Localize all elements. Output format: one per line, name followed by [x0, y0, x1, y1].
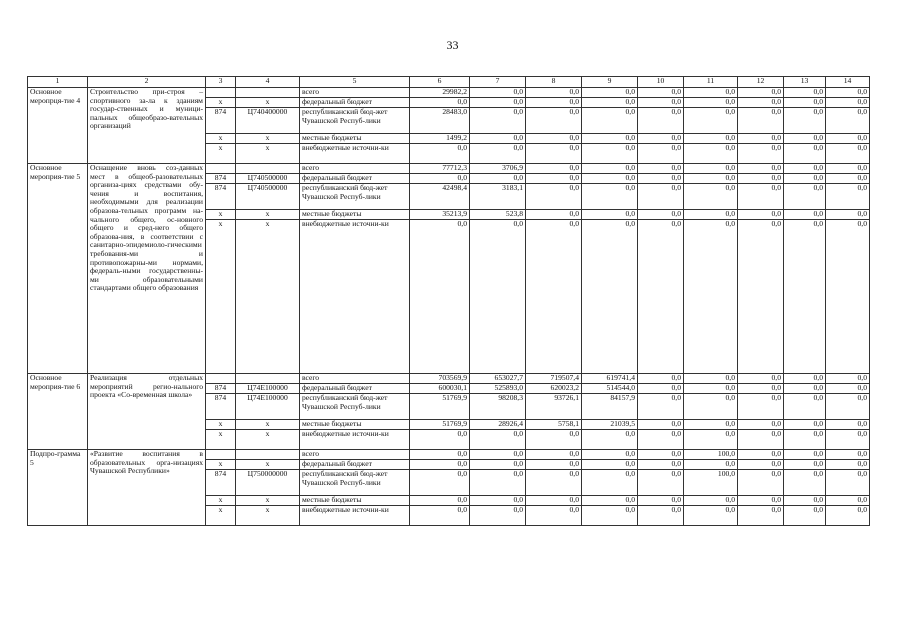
amount-cell: 0,0: [638, 394, 684, 420]
amount-cell: 0,0: [410, 144, 470, 164]
amount-cell: 0,0: [784, 164, 826, 174]
amount-cell: 0,0: [784, 450, 826, 460]
amount-cell: 0,0: [826, 184, 870, 210]
amount-cell: 93726,1: [526, 394, 582, 420]
amount-cell: 600030,1: [410, 384, 470, 394]
grbs-code: x: [206, 506, 236, 526]
funding-source: всего: [300, 374, 410, 384]
budget-table: [27, 76, 870, 526]
amount-cell: 0,0: [470, 460, 526, 470]
amount-cell: 0,0: [638, 470, 684, 496]
budget-classification-code: x: [236, 430, 300, 450]
amount-cell: 0,0: [582, 98, 638, 108]
amount-cell: 0,0: [784, 420, 826, 430]
amount-cell: 0,0: [410, 460, 470, 470]
amount-cell: 0,0: [410, 506, 470, 526]
amount-cell: 0,0: [826, 144, 870, 164]
amount-cell: 0,0: [826, 220, 870, 374]
budget-classification-code: Ц740500000: [236, 184, 300, 210]
amount-cell: 0,0: [526, 210, 582, 220]
amount-cell: 0,0: [470, 450, 526, 460]
amount-cell: 0,0: [784, 496, 826, 506]
amount-cell: 3183,1: [470, 184, 526, 210]
grbs-code: 874: [206, 108, 236, 134]
funding-source: всего: [300, 450, 410, 460]
funding-source: всего: [300, 164, 410, 174]
grbs-code: x: [206, 430, 236, 450]
amount-cell: 0,0: [684, 174, 738, 184]
amount-cell: 0,0: [784, 460, 826, 470]
amount-cell: 28483,0: [410, 108, 470, 134]
amount-cell: 0,0: [470, 496, 526, 506]
amount-cell: 0,0: [738, 184, 784, 210]
budget-classification-code: x: [236, 144, 300, 164]
table-row: [28, 374, 870, 384]
amount-cell: 0,0: [526, 460, 582, 470]
amount-cell: 719507,4: [526, 374, 582, 384]
amount-cell: 0,0: [582, 164, 638, 174]
budget-classification-code: Ц74Е100000: [236, 384, 300, 394]
budget-classification-code: x: [236, 220, 300, 374]
col-header: 6: [410, 77, 470, 88]
amount-cell: 0,0: [738, 220, 784, 374]
amount-cell: 84157,9: [582, 394, 638, 420]
amount-cell: 0,0: [684, 88, 738, 98]
amount-cell: 0,0: [638, 134, 684, 144]
amount-cell: 0,0: [638, 88, 684, 98]
budget-classification-code: [236, 164, 300, 174]
grbs-code: x: [206, 420, 236, 430]
col-header: 11: [684, 77, 738, 88]
funding-source: федеральный бюджет: [300, 460, 410, 470]
amount-cell: 0,0: [638, 184, 684, 210]
budget-classification-code: Ц750000000: [236, 470, 300, 496]
amount-cell: 620023,2: [526, 384, 582, 394]
amount-cell: 0,0: [738, 164, 784, 174]
grbs-code: x: [206, 144, 236, 164]
amount-cell: 0,0: [826, 98, 870, 108]
amount-cell: 0,0: [526, 108, 582, 134]
amount-cell: 0,0: [684, 184, 738, 210]
amount-cell: 0,0: [582, 496, 638, 506]
amount-cell: 0,0: [410, 98, 470, 108]
amount-cell: 0,0: [526, 506, 582, 526]
funding-source: местные бюджеты: [300, 210, 410, 220]
amount-cell: 0,0: [470, 98, 526, 108]
amount-cell: 0,0: [582, 220, 638, 374]
amount-cell: 0,0: [684, 98, 738, 108]
amount-cell: 0,0: [738, 134, 784, 144]
page-number: 33: [446, 38, 459, 52]
amount-cell: 0,0: [826, 210, 870, 220]
amount-cell: 0,0: [738, 108, 784, 134]
amount-cell: 0,0: [684, 384, 738, 394]
amount-cell: 0,0: [526, 98, 582, 108]
funding-source: республиканский бюд-жет Чувашской Респуб-лики: [300, 184, 410, 210]
amount-cell: 0,0: [738, 496, 784, 506]
funding-source: внебюджетные источни-ки: [300, 220, 410, 374]
amount-cell: 0,0: [826, 430, 870, 450]
amount-cell: 0,0: [526, 174, 582, 184]
amount-cell: 0,0: [526, 88, 582, 98]
budget-classification-code: x: [236, 506, 300, 526]
table-row: [28, 88, 870, 98]
amount-cell: 0,0: [784, 394, 826, 420]
col-header: 9: [582, 77, 638, 88]
budget-classification-code: x: [236, 496, 300, 506]
amount-cell: 0,0: [738, 506, 784, 526]
amount-cell: 100,0: [684, 450, 738, 460]
amount-cell: 0,0: [684, 506, 738, 526]
grbs-code: 874: [206, 394, 236, 420]
amount-cell: 0,0: [526, 184, 582, 210]
amount-cell: 98208,3: [470, 394, 526, 420]
amount-cell: 0,0: [582, 430, 638, 450]
amount-cell: 35213,9: [410, 210, 470, 220]
amount-cell: 0,0: [638, 450, 684, 460]
amount-cell: 523,8: [470, 210, 526, 220]
col-header: 8: [526, 77, 582, 88]
amount-cell: 0,0: [784, 374, 826, 384]
table-row: [28, 164, 870, 174]
amount-cell: 28926,4: [470, 420, 526, 430]
funding-source: всего: [300, 88, 410, 98]
amount-cell: 0,0: [784, 98, 826, 108]
amount-cell: 0,0: [410, 470, 470, 496]
amount-cell: 0,0: [582, 210, 638, 220]
amount-cell: 0,0: [470, 430, 526, 450]
amount-cell: 0,0: [582, 88, 638, 98]
amount-cell: 0,0: [826, 88, 870, 98]
row-name: Реализация отдельных мероприятий регио-нального проекта «Со-временная школа»: [88, 374, 206, 450]
amount-cell: 0,0: [582, 470, 638, 496]
table-row: [28, 450, 870, 460]
amount-cell: 0,0: [470, 134, 526, 144]
amount-cell: 0,0: [826, 384, 870, 394]
amount-cell: 0,0: [582, 450, 638, 460]
col-header: 5: [300, 77, 410, 88]
amount-cell: 514544,0: [582, 384, 638, 394]
budget-classification-code: x: [236, 210, 300, 220]
amount-cell: 0,0: [526, 430, 582, 450]
grbs-code: 874: [206, 174, 236, 184]
amount-cell: 653027,7: [470, 374, 526, 384]
amount-cell: 0,0: [684, 496, 738, 506]
amount-cell: 619741,4: [582, 374, 638, 384]
budget-classification-code: Ц740500000: [236, 174, 300, 184]
col-header: 13: [784, 77, 826, 88]
amount-cell: 0,0: [526, 164, 582, 174]
amount-cell: 0,0: [638, 496, 684, 506]
amount-cell: 0,0: [826, 134, 870, 144]
grbs-code: x: [206, 220, 236, 374]
amount-cell: 77712,3: [410, 164, 470, 174]
funding-source: федеральный бюджет: [300, 384, 410, 394]
row-status: Подпро-грамма 5: [28, 450, 88, 526]
amount-cell: 0,0: [470, 108, 526, 134]
amount-cell: 703569,9: [410, 374, 470, 384]
amount-cell: 0,0: [684, 144, 738, 164]
budget-classification-code: x: [236, 460, 300, 470]
budget-classification-code: [236, 374, 300, 384]
grbs-code: x: [206, 210, 236, 220]
amount-cell: 3706,9: [470, 164, 526, 174]
col-header: 12: [738, 77, 784, 88]
amount-cell: 0,0: [582, 134, 638, 144]
amount-cell: 0,0: [638, 460, 684, 470]
grbs-code: 874: [206, 470, 236, 496]
amount-cell: 0,0: [638, 374, 684, 384]
funding-source: внебюджетные источни-ки: [300, 506, 410, 526]
col-header: 2: [88, 77, 206, 88]
amount-cell: 0,0: [826, 470, 870, 496]
grbs-code: [206, 450, 236, 460]
amount-cell: 51769,9: [410, 420, 470, 430]
amount-cell: 0,0: [638, 174, 684, 184]
grbs-code: 874: [206, 384, 236, 394]
amount-cell: 0,0: [684, 394, 738, 420]
budget-classification-code: Ц74Е100000: [236, 394, 300, 420]
budget-classification-code: x: [236, 420, 300, 430]
amount-cell: 0,0: [410, 430, 470, 450]
funding-source: местные бюджеты: [300, 496, 410, 506]
amount-cell: 0,0: [826, 506, 870, 526]
amount-cell: 0,0: [738, 174, 784, 184]
amount-cell: 0,0: [684, 220, 738, 374]
row-name: Оснащение вновь соз-данных мест в общеоб-разовательных организа-циях средствами обу-чения и воспитания, необходимыми для реализации образова-тельных программ на-чального общего, ос-новного общего и сред-него общего образова-ния, в соответствии с санитарно-эпидемиоло-гическими требования-ми и противопожарны-ми нормами, федераль-ными государственны-ми образовательными стандартами общего образования: [88, 164, 206, 374]
amount-cell: 0,0: [826, 108, 870, 134]
col-header: 10: [638, 77, 684, 88]
amount-cell: 0,0: [738, 420, 784, 430]
amount-cell: 0,0: [784, 134, 826, 144]
amount-cell: 0,0: [738, 88, 784, 98]
amount-cell: 0,0: [582, 174, 638, 184]
header-row: [28, 77, 870, 88]
amount-cell: 0,0: [684, 374, 738, 384]
amount-cell: 0,0: [784, 88, 826, 98]
amount-cell: 0,0: [526, 496, 582, 506]
amount-cell: 0,0: [638, 220, 684, 374]
budget-classification-code: x: [236, 98, 300, 108]
grbs-code: [206, 374, 236, 384]
amount-cell: 0,0: [410, 496, 470, 506]
amount-cell: 0,0: [638, 108, 684, 134]
amount-cell: 0,0: [684, 108, 738, 134]
col-header: 4: [236, 77, 300, 88]
amount-cell: 0,0: [470, 88, 526, 98]
amount-cell: 42498,4: [410, 184, 470, 210]
amount-cell: 1499,2: [410, 134, 470, 144]
amount-cell: 0,0: [738, 384, 784, 394]
col-header: 7: [470, 77, 526, 88]
amount-cell: 0,0: [738, 430, 784, 450]
amount-cell: 0,0: [470, 174, 526, 184]
amount-cell: 0,0: [638, 506, 684, 526]
amount-cell: 100,0: [684, 470, 738, 496]
amount-cell: 0,0: [826, 420, 870, 430]
grbs-code: 874: [206, 184, 236, 210]
amount-cell: 0,0: [784, 184, 826, 210]
amount-cell: 0,0: [784, 430, 826, 450]
amount-cell: 0,0: [826, 496, 870, 506]
budget-classification-code: x: [236, 134, 300, 144]
funding-source: внебюджетные источни-ки: [300, 430, 410, 450]
col-header: 1: [28, 77, 88, 88]
amount-cell: 0,0: [638, 164, 684, 174]
amount-cell: 0,0: [738, 144, 784, 164]
amount-cell: 21039,5: [582, 420, 638, 430]
amount-cell: 0,0: [410, 220, 470, 374]
amount-cell: 0,0: [826, 450, 870, 460]
amount-cell: 0,0: [684, 460, 738, 470]
grbs-code: x: [206, 496, 236, 506]
budget-classification-code: Ц740400000: [236, 108, 300, 134]
grbs-code: [206, 88, 236, 98]
amount-cell: 0,0: [638, 98, 684, 108]
row-status: Основное меропрця-тие 4: [28, 88, 88, 164]
amount-cell: 0,0: [738, 470, 784, 496]
amount-cell: 0,0: [826, 394, 870, 420]
amount-cell: 0,0: [470, 470, 526, 496]
budget-classification-code: [236, 88, 300, 98]
col-header: 3: [206, 77, 236, 88]
funding-source: республиканский бюд-жет Чувашской Респуб-лики: [300, 108, 410, 134]
amount-cell: 0,0: [826, 164, 870, 174]
amount-cell: 0,0: [470, 220, 526, 374]
amount-cell: 0,0: [582, 184, 638, 210]
amount-cell: 0,0: [526, 220, 582, 374]
amount-cell: 0,0: [826, 374, 870, 384]
amount-cell: 0,0: [526, 134, 582, 144]
amount-cell: 0,0: [582, 108, 638, 134]
funding-source: республиканский бюд-жет Чувашской Респуб-лики: [300, 394, 410, 420]
amount-cell: 0,0: [526, 144, 582, 164]
amount-cell: 0,0: [784, 210, 826, 220]
amount-cell: 0,0: [826, 174, 870, 184]
amount-cell: 0,0: [826, 460, 870, 470]
amount-cell: 51769,9: [410, 394, 470, 420]
amount-cell: 0,0: [738, 460, 784, 470]
funding-source: республиканский бюд-жет Чувашской Респуб-лики: [300, 470, 410, 496]
amount-cell: 0,0: [582, 144, 638, 164]
amount-cell: 0,0: [784, 506, 826, 526]
amount-cell: 0,0: [738, 374, 784, 384]
amount-cell: 0,0: [684, 164, 738, 174]
amount-cell: 0,0: [784, 470, 826, 496]
row-status: Основное мероприя-тие 6: [28, 374, 88, 450]
grbs-code: x: [206, 460, 236, 470]
amount-cell: 0,0: [784, 144, 826, 164]
budget-classification-code: [236, 450, 300, 460]
amount-cell: 0,0: [784, 384, 826, 394]
amount-cell: 0,0: [638, 430, 684, 450]
amount-cell: 0,0: [738, 98, 784, 108]
funding-source: федеральный бюджет: [300, 174, 410, 184]
row-name: «Развитие воспитания в образовательных орга-низациях Чувашской Республики»: [88, 450, 206, 526]
amount-cell: 0,0: [526, 450, 582, 460]
amount-cell: 0,0: [638, 144, 684, 164]
amount-cell: 0,0: [784, 220, 826, 374]
grbs-code: [206, 164, 236, 174]
funding-source: федеральный бюджет: [300, 98, 410, 108]
amount-cell: 0,0: [784, 174, 826, 184]
amount-cell: 0,0: [470, 506, 526, 526]
amount-cell: 0,0: [738, 394, 784, 420]
amount-cell: 0,0: [638, 384, 684, 394]
amount-cell: 0,0: [784, 108, 826, 134]
grbs-code: x: [206, 98, 236, 108]
amount-cell: 0,0: [410, 450, 470, 460]
amount-cell: 0,0: [738, 450, 784, 460]
amount-cell: 29982,2: [410, 88, 470, 98]
amount-cell: 0,0: [582, 460, 638, 470]
row-name: Строительство при-строя – спортивного за-ла к зданиям государ-ственных и муници-пальных общеобразо-вательных организаций: [88, 88, 206, 164]
amount-cell: 0,0: [470, 144, 526, 164]
amount-cell: 525893,0: [470, 384, 526, 394]
amount-cell: 0,0: [684, 430, 738, 450]
amount-cell: 0,0: [684, 134, 738, 144]
amount-cell: 5758,1: [526, 420, 582, 430]
amount-cell: 0,0: [638, 420, 684, 430]
amount-cell: 0,0: [684, 420, 738, 430]
amount-cell: 0,0: [638, 210, 684, 220]
amount-cell: 0,0: [582, 506, 638, 526]
funding-source: местные бюджеты: [300, 420, 410, 430]
amount-cell: 0,0: [410, 174, 470, 184]
funding-source: местные бюджеты: [300, 134, 410, 144]
funding-source: внебюджетные источни-ки: [300, 144, 410, 164]
amount-cell: 0,0: [526, 470, 582, 496]
amount-cell: 0,0: [738, 210, 784, 220]
col-header: 14: [826, 77, 870, 88]
row-status: Основное мероприя-тие 5: [28, 164, 88, 374]
grbs-code: x: [206, 134, 236, 144]
amount-cell: 0,0: [684, 210, 738, 220]
